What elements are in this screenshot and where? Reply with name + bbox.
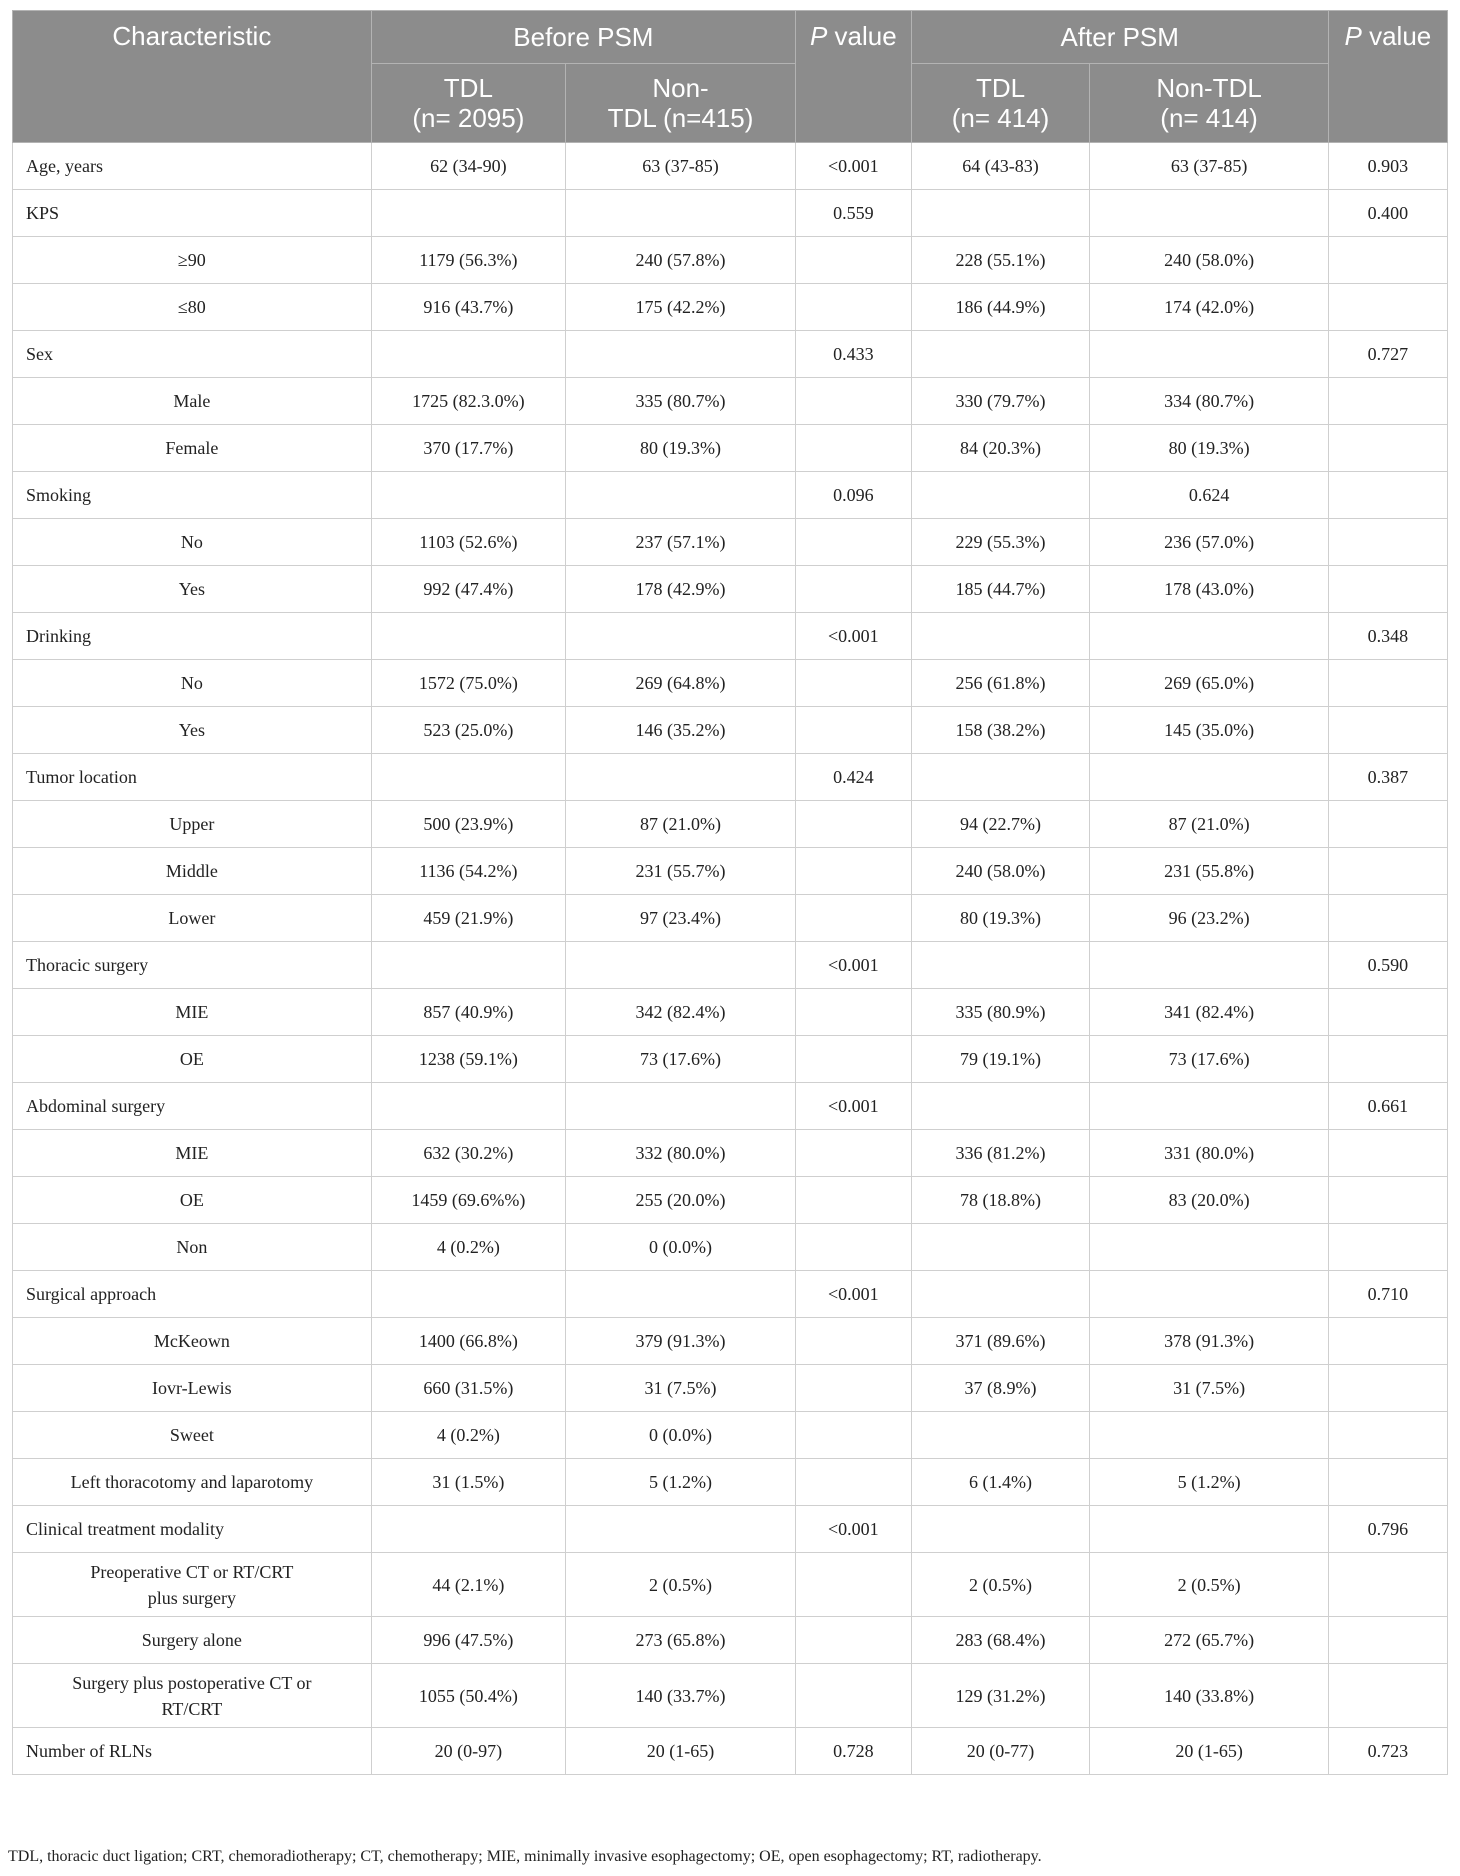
table-row-characteristic (13, 331, 1448, 378)
non-tdl-after-cell: 174 (42.0%) (1090, 284, 1328, 331)
tdl-before-cell: 1238 (59.1%) (371, 1036, 565, 1083)
non-tdl-after-cell (1090, 613, 1328, 660)
tdl-before-cell: 1055 (50.4%) (371, 1664, 565, 1728)
tdl-before-cell: 4 (0.2%) (371, 1412, 565, 1459)
non-tdl-after-cell: 83 (20.0%) (1090, 1177, 1328, 1224)
tdl-before-cell (371, 613, 565, 660)
non-tdl-before-cell (566, 942, 796, 989)
non-tdl-before-cell (566, 613, 796, 660)
header-tdl-after: TDL (n= 414) (911, 64, 1090, 143)
table-row-characteristic (13, 942, 1448, 989)
header-p-italic: P (1344, 21, 1362, 51)
tdl-after-cell: 94 (22.7%) (911, 801, 1090, 848)
table-body (13, 143, 1448, 1775)
characteristic-label: Preoperative CT or RT/CRT plus surgery (13, 1553, 372, 1617)
characteristic-label: MIE (13, 989, 372, 1036)
p-before-cell: <0.001 (796, 143, 912, 190)
table-row-subcategory (13, 895, 1448, 942)
non-tdl-after-cell (1090, 190, 1328, 237)
table-row-subcategory (13, 1617, 1448, 1664)
p-before-cell: <0.001 (796, 1506, 912, 1553)
p-after-cell (1328, 1617, 1447, 1664)
non-tdl-before-cell: 273 (65.8%) (566, 1617, 796, 1664)
p-after-cell (1328, 1130, 1447, 1177)
non-tdl-after-cell: 2 (0.5%) (1090, 1553, 1328, 1617)
tdl-after-cell (911, 1083, 1090, 1130)
p-after-cell: 0.590 (1328, 942, 1447, 989)
p-after-cell: 0.348 (1328, 613, 1447, 660)
p-after-cell: 0.710 (1328, 1271, 1447, 1318)
p-after-cell (1328, 1459, 1447, 1506)
characteristic-label: Sweet (13, 1412, 372, 1459)
non-tdl-before-cell: 2 (0.5%) (566, 1553, 796, 1617)
baseline-characteristics-table-container (12, 10, 1448, 1775)
table-row-characteristic (13, 143, 1448, 190)
non-tdl-after-cell: 240 (58.0%) (1090, 237, 1328, 284)
non-tdl-before-cell: 20 (1-65) (566, 1728, 796, 1775)
p-after-cell (1328, 1664, 1447, 1728)
non-tdl-after-cell: 145 (35.0%) (1090, 707, 1328, 754)
tdl-before-cell (371, 190, 565, 237)
non-tdl-after-cell: 272 (65.7%) (1090, 1617, 1328, 1664)
non-tdl-after-cell: 63 (37-85) (1090, 143, 1328, 190)
p-before-cell (796, 378, 912, 425)
p-after-cell (1328, 566, 1447, 613)
p-before-cell (796, 237, 912, 284)
non-tdl-after-cell (1090, 1412, 1328, 1459)
baseline-characteristics-table (12, 10, 1448, 1775)
non-tdl-before-cell: 97 (23.4%) (566, 895, 796, 942)
table-row-subcategory (13, 237, 1448, 284)
p-after-cell: 0.903 (1328, 143, 1447, 190)
p-before-cell: <0.001 (796, 1271, 912, 1318)
table-row-characteristic (13, 1083, 1448, 1130)
p-after-cell: 0.400 (1328, 190, 1447, 237)
p-before-cell (796, 1553, 912, 1617)
table-row-subcategory (13, 1553, 1448, 1617)
table-row-subcategory (13, 801, 1448, 848)
tdl-before-cell: 992 (47.4%) (371, 566, 565, 613)
non-tdl-before-cell: 87 (21.0%) (566, 801, 796, 848)
table-row-characteristic (13, 1271, 1448, 1318)
p-before-cell (796, 895, 912, 942)
tdl-before-cell: 1103 (52.6%) (371, 519, 565, 566)
non-tdl-before-cell: 237 (57.1%) (566, 519, 796, 566)
tdl-before-cell: 916 (43.7%) (371, 284, 565, 331)
tdl-before-cell (371, 942, 565, 989)
characteristic-label: Left thoracotomy and laparotomy (13, 1459, 372, 1506)
tdl-before-cell: 500 (23.9%) (371, 801, 565, 848)
p-after-cell: 0.661 (1328, 1083, 1447, 1130)
tdl-before-cell: 632 (30.2%) (371, 1130, 565, 1177)
table-row-subcategory (13, 1224, 1448, 1271)
p-before-cell (796, 1365, 912, 1412)
non-tdl-before-cell: 31 (7.5%) (566, 1365, 796, 1412)
non-tdl-after-cell: 0.624 (1090, 472, 1328, 519)
p-after-cell (1328, 1553, 1447, 1617)
characteristic-label: Male (13, 378, 372, 425)
tdl-before-cell (371, 1083, 565, 1130)
tdl-after-cell: 37 (8.9%) (911, 1365, 1090, 1412)
p-after-cell (1328, 848, 1447, 895)
non-tdl-before-cell (566, 754, 796, 801)
header-non-tdl-after: Non-TDL (n= 414) (1090, 64, 1328, 143)
non-tdl-before-cell: 332 (80.0%) (566, 1130, 796, 1177)
p-before-cell: 0.424 (796, 754, 912, 801)
non-tdl-before-cell: 0 (0.0%) (566, 1224, 796, 1271)
tdl-after-cell: 336 (81.2%) (911, 1130, 1090, 1177)
table-row-subcategory (13, 566, 1448, 613)
p-after-cell (1328, 989, 1447, 1036)
tdl-after-cell (911, 1271, 1090, 1318)
p-after-cell (1328, 425, 1447, 472)
characteristic-label: Smoking (13, 472, 372, 519)
p-after-cell (1328, 1036, 1447, 1083)
non-tdl-after-cell: 5 (1.2%) (1090, 1459, 1328, 1506)
tdl-after-cell (911, 942, 1090, 989)
header-p-italic: P (809, 21, 828, 51)
characteristic-label: KPS (13, 190, 372, 237)
p-before-cell (796, 566, 912, 613)
non-tdl-after-cell (1090, 754, 1328, 801)
characteristic-label: Surgery alone (13, 1617, 372, 1664)
characteristic-label: OE (13, 1036, 372, 1083)
tdl-after-cell: 158 (38.2%) (911, 707, 1090, 754)
tdl-before-cell (371, 754, 565, 801)
tdl-before-cell: 44 (2.1%) (371, 1553, 565, 1617)
characteristic-label: McKeown (13, 1318, 372, 1365)
tdl-before-cell: 4 (0.2%) (371, 1224, 565, 1271)
p-before-cell: 0.728 (796, 1728, 912, 1775)
header-non-tdl-before: Non- TDL (n=415) (566, 64, 796, 143)
tdl-after-cell: 64 (43-83) (911, 143, 1090, 190)
tdl-after-cell: 186 (44.9%) (911, 284, 1090, 331)
non-tdl-before-cell (566, 1506, 796, 1553)
table-row-characteristic (13, 754, 1448, 801)
non-tdl-after-cell: 334 (80.7%) (1090, 378, 1328, 425)
non-tdl-after-cell: 378 (91.3%) (1090, 1318, 1328, 1365)
table-row-characteristic (13, 613, 1448, 660)
tdl-after-cell: 129 (31.2%) (911, 1664, 1090, 1728)
non-tdl-before-cell: 240 (57.8%) (566, 237, 796, 284)
characteristic-label: ≤80 (13, 284, 372, 331)
non-tdl-before-cell (566, 472, 796, 519)
p-before-cell (796, 1130, 912, 1177)
tdl-after-cell (911, 331, 1090, 378)
p-before-cell (796, 1177, 912, 1224)
p-before-cell (796, 1664, 912, 1728)
characteristic-label: Sex (13, 331, 372, 378)
tdl-after-cell: 2 (0.5%) (911, 1553, 1090, 1617)
table-row-subcategory (13, 1130, 1448, 1177)
non-tdl-after-cell: 231 (55.8%) (1090, 848, 1328, 895)
characteristic-label: Upper (13, 801, 372, 848)
tdl-before-cell: 1136 (54.2%) (371, 848, 565, 895)
non-tdl-before-cell: 80 (19.3%) (566, 425, 796, 472)
p-after-cell (1328, 707, 1447, 754)
non-tdl-before-cell: 335 (80.7%) (566, 378, 796, 425)
p-before-cell (796, 284, 912, 331)
table-row-characteristic (13, 472, 1448, 519)
non-tdl-before-cell: 0 (0.0%) (566, 1412, 796, 1459)
characteristic-label: Age, years (13, 143, 372, 190)
characteristic-label: Female (13, 425, 372, 472)
p-before-cell (796, 801, 912, 848)
characteristic-label: Non (13, 1224, 372, 1271)
p-after-cell (1328, 472, 1447, 519)
p-before-cell (796, 989, 912, 1036)
non-tdl-after-cell: 140 (33.8%) (1090, 1664, 1328, 1728)
tdl-before-cell (371, 1271, 565, 1318)
p-after-cell: 0.723 (1328, 1728, 1447, 1775)
non-tdl-after-cell: 178 (43.0%) (1090, 566, 1328, 613)
characteristic-label: Yes (13, 566, 372, 613)
characteristic-label: Yes (13, 707, 372, 754)
tdl-after-cell: 228 (55.1%) (911, 237, 1090, 284)
tdl-after-cell: 229 (55.3%) (911, 519, 1090, 566)
tdl-before-cell: 1400 (66.8%) (371, 1318, 565, 1365)
non-tdl-before-cell: 5 (1.2%) (566, 1459, 796, 1506)
tdl-before-cell: 523 (25.0%) (371, 707, 565, 754)
characteristic-label: Number of RLNs (13, 1728, 372, 1775)
table-row-subcategory (13, 989, 1448, 1036)
p-before-cell (796, 1459, 912, 1506)
tdl-after-cell (911, 754, 1090, 801)
header-characteristic: Characteristic (13, 11, 372, 143)
header-before-psm: Before PSM (371, 11, 795, 64)
characteristic-label: Clinical treatment modality (13, 1506, 372, 1553)
non-tdl-before-cell (566, 331, 796, 378)
p-before-cell: 0.096 (796, 472, 912, 519)
p-before-cell: 0.559 (796, 190, 912, 237)
tdl-after-cell: 84 (20.3%) (911, 425, 1090, 472)
tdl-after-cell: 185 (44.7%) (911, 566, 1090, 613)
header-p-rest: value (827, 21, 897, 51)
characteristic-label: OE (13, 1177, 372, 1224)
non-tdl-after-cell: 87 (21.0%) (1090, 801, 1328, 848)
p-before-cell (796, 425, 912, 472)
non-tdl-after-cell: 20 (1-65) (1090, 1728, 1328, 1775)
p-after-cell (1328, 1318, 1447, 1365)
tdl-before-cell: 1179 (56.3%) (371, 237, 565, 284)
p-before-cell (796, 1224, 912, 1271)
p-after-cell: 0.796 (1328, 1506, 1447, 1553)
tdl-after-cell: 79 (19.1%) (911, 1036, 1090, 1083)
non-tdl-after-cell (1090, 1083, 1328, 1130)
tdl-before-cell (371, 472, 565, 519)
table-row-subcategory (13, 1459, 1448, 1506)
non-tdl-before-cell: 178 (42.9%) (566, 566, 796, 613)
tdl-after-cell: 256 (61.8%) (911, 660, 1090, 707)
p-before-cell: <0.001 (796, 1083, 912, 1130)
tdl-before-cell: 996 (47.5%) (371, 1617, 565, 1664)
tdl-before-cell: 370 (17.7%) (371, 425, 565, 472)
tdl-after-cell (911, 1506, 1090, 1553)
non-tdl-after-cell: 80 (19.3%) (1090, 425, 1328, 472)
p-before-cell (796, 519, 912, 566)
header-p-value-after (1328, 11, 1447, 143)
p-before-cell: 0.433 (796, 331, 912, 378)
tdl-after-cell: 335 (80.9%) (911, 989, 1090, 1036)
table-row-subcategory (13, 519, 1448, 566)
characteristic-label: MIE (13, 1130, 372, 1177)
table-header (13, 11, 1448, 143)
tdl-before-cell: 857 (40.9%) (371, 989, 565, 1036)
p-before-cell (796, 707, 912, 754)
non-tdl-before-cell (566, 1083, 796, 1130)
table-row-subcategory (13, 1412, 1448, 1459)
non-tdl-after-cell: 31 (7.5%) (1090, 1365, 1328, 1412)
table-row-subcategory (13, 378, 1448, 425)
table-row-subcategory (13, 1036, 1448, 1083)
tdl-before-cell: 1725 (82.3.0%) (371, 378, 565, 425)
p-after-cell (1328, 660, 1447, 707)
p-before-cell (796, 660, 912, 707)
tdl-before-cell: 459 (21.9%) (371, 895, 565, 942)
characteristic-label: Surgical approach (13, 1271, 372, 1318)
characteristic-label: Iovr-Lewis (13, 1365, 372, 1412)
non-tdl-before-cell (566, 1271, 796, 1318)
non-tdl-before-cell: 146 (35.2%) (566, 707, 796, 754)
header-p-value-before (796, 11, 912, 143)
tdl-after-cell (911, 1412, 1090, 1459)
non-tdl-after-cell: 331 (80.0%) (1090, 1130, 1328, 1177)
non-tdl-after-cell (1090, 1271, 1328, 1318)
p-before-cell (796, 1318, 912, 1365)
non-tdl-before-cell: 175 (42.2%) (566, 284, 796, 331)
p-after-cell (1328, 1177, 1447, 1224)
p-after-cell (1328, 1224, 1447, 1271)
p-before-cell (796, 1036, 912, 1083)
characteristic-label: Lower (13, 895, 372, 942)
non-tdl-before-cell: 269 (64.8%) (566, 660, 796, 707)
non-tdl-after-cell (1090, 1224, 1328, 1271)
tdl-after-cell: 78 (18.8%) (911, 1177, 1090, 1224)
tdl-before-cell: 1572 (75.0%) (371, 660, 565, 707)
table-row-characteristic (13, 1506, 1448, 1553)
characteristic-label: Surgery plus postoperative CT or RT/CRT (13, 1664, 372, 1728)
characteristic-label: No (13, 660, 372, 707)
tdl-after-cell: 240 (58.0%) (911, 848, 1090, 895)
p-after-cell (1328, 1412, 1447, 1459)
tdl-before-cell: 62 (34-90) (371, 143, 565, 190)
p-after-cell (1328, 378, 1447, 425)
tdl-after-cell: 330 (79.7%) (911, 378, 1090, 425)
tdl-after-cell: 283 (68.4%) (911, 1617, 1090, 1664)
p-before-cell (796, 848, 912, 895)
non-tdl-after-cell: 341 (82.4%) (1090, 989, 1328, 1036)
tdl-after-cell: 371 (89.6%) (911, 1318, 1090, 1365)
tdl-after-cell: 6 (1.4%) (911, 1459, 1090, 1506)
characteristic-label: Drinking (13, 613, 372, 660)
characteristic-label: Abdominal surgery (13, 1083, 372, 1130)
table-row-subcategory (13, 1365, 1448, 1412)
table-row-subcategory (13, 707, 1448, 754)
non-tdl-before-cell: 63 (37-85) (566, 143, 796, 190)
non-tdl-after-cell: 96 (23.2%) (1090, 895, 1328, 942)
header-p-rest: value (1361, 21, 1432, 51)
tdl-before-cell (371, 331, 565, 378)
non-tdl-before-cell: 342 (82.4%) (566, 989, 796, 1036)
header-tdl-before: TDL (n= 2095) (371, 64, 565, 143)
table-row-subcategory (13, 1318, 1448, 1365)
header-after-psm: After PSM (911, 11, 1328, 64)
characteristic-label: Thoracic surgery (13, 942, 372, 989)
tdl-after-cell: 20 (0-77) (911, 1728, 1090, 1775)
non-tdl-after-cell: 73 (17.6%) (1090, 1036, 1328, 1083)
p-after-cell (1328, 284, 1447, 331)
p-after-cell: 0.387 (1328, 754, 1447, 801)
p-after-cell (1328, 1365, 1447, 1412)
non-tdl-before-cell: 379 (91.3%) (566, 1318, 796, 1365)
tdl-after-cell (911, 1224, 1090, 1271)
table-row-subcategory (13, 284, 1448, 331)
characteristic-label: ≥90 (13, 237, 372, 284)
table-row-subcategory (13, 660, 1448, 707)
table-row-subcategory (13, 1664, 1448, 1728)
p-before-cell: <0.001 (796, 613, 912, 660)
characteristic-label: Middle (13, 848, 372, 895)
tdl-after-cell (911, 190, 1090, 237)
table-footnote: TDL, thoracic duct ligation; CRT, chemoradiotherapy; CT, chemotherapy; MIE, minimally invasive esophagectomy; OE, open esophagectomy; RT, radiotherapy. (8, 1848, 1042, 1865)
tdl-before-cell: 31 (1.5%) (371, 1459, 565, 1506)
p-after-cell (1328, 895, 1447, 942)
non-tdl-after-cell (1090, 1506, 1328, 1553)
tdl-before-cell: 1459 (69.6%%) (371, 1177, 565, 1224)
table-row-subcategory (13, 848, 1448, 895)
non-tdl-before-cell: 231 (55.7%) (566, 848, 796, 895)
p-after-cell (1328, 801, 1447, 848)
non-tdl-after-cell: 269 (65.0%) (1090, 660, 1328, 707)
non-tdl-before-cell: 140 (33.7%) (566, 1664, 796, 1728)
characteristic-label: Tumor location (13, 754, 372, 801)
tdl-after-cell (911, 472, 1090, 519)
characteristic-label: No (13, 519, 372, 566)
non-tdl-before-cell: 255 (20.0%) (566, 1177, 796, 1224)
table-row-subcategory (13, 425, 1448, 472)
tdl-before-cell (371, 1506, 565, 1553)
table-row-subcategory (13, 1177, 1448, 1224)
tdl-after-cell (911, 613, 1090, 660)
tdl-after-cell: 80 (19.3%) (911, 895, 1090, 942)
p-after-cell (1328, 237, 1447, 284)
non-tdl-before-cell (566, 190, 796, 237)
p-before-cell (796, 1412, 912, 1459)
p-after-cell (1328, 519, 1447, 566)
p-before-cell (796, 1617, 912, 1664)
non-tdl-after-cell (1090, 331, 1328, 378)
p-after-cell: 0.727 (1328, 331, 1447, 378)
table-row-characteristic (13, 190, 1448, 237)
tdl-before-cell: 660 (31.5%) (371, 1365, 565, 1412)
table-row-characteristic (13, 1728, 1448, 1775)
tdl-before-cell: 20 (0-97) (371, 1728, 565, 1775)
non-tdl-after-cell (1090, 942, 1328, 989)
p-before-cell: <0.001 (796, 942, 912, 989)
non-tdl-before-cell: 73 (17.6%) (566, 1036, 796, 1083)
non-tdl-after-cell: 236 (57.0%) (1090, 519, 1328, 566)
